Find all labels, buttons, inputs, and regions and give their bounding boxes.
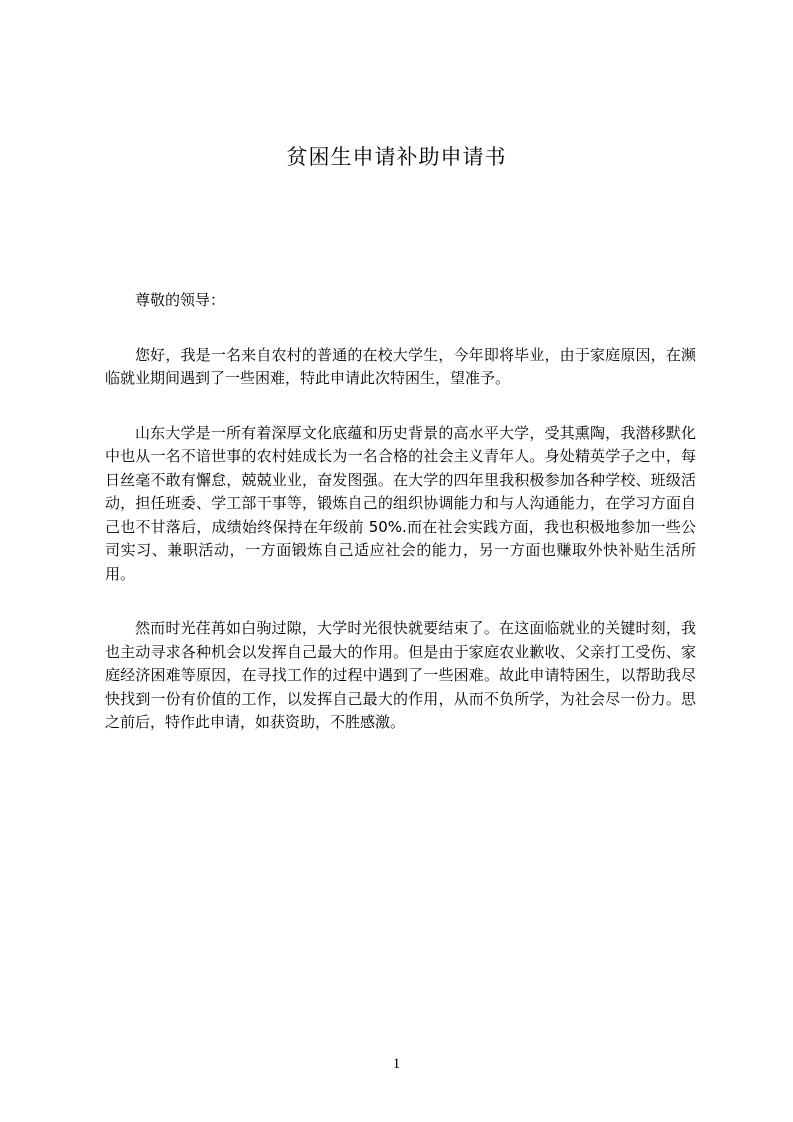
page-number: 1 — [392, 1056, 401, 1072]
paragraph-request: 然而时光荏苒如白驹过隙，大学时光很快就要结束了。在这面临就业的关键时刻，我也主动寻求各种机会以发挥自己最大的作用。但是由于家庭农业歉收、父亲打工受伤、家庭经济困难等原因，在寻找工作的过程中遇到了一些困难。故此申请特困生，以帮助我尽快找到一份有价值的工作，以发挥自己最大的作用，从而不负所学，为社会尽一份力。思之前后，特作此申请，如获资助，不胜感激。 — [105, 619, 696, 731]
document-title: 贫困生申请补助申请书 — [286, 145, 507, 169]
paragraph-greeting: 您好，我是一名来自农村的普通的在校大学生，今年即将毕业，由于家庭原因，在濒临就业期间遇到了一些困难，特此申请此次特困生，望准予。 — [105, 345, 696, 387]
salutation: 尊敬的领导： — [135, 291, 226, 309]
letter-body — [105, 289, 696, 735]
paragraph-university: 山东大学是一所有着深厚文化底蕴和历史背景的高水平大学，受其熏陶，我潜移默化中也从一名不谙世事的农村娃成长为一名合格的社会主义青年人。身处精英学子之中，每日丝毫不敢有懈怠，兢兢业业，奋发图强。在大学的四年里我积极参加各种学校、班级活动，担任班委、学工部干事等，锻炼自己的组织协调能力和与人沟通能力，在学习方面自己也不甘落后，成绩始终保持在年级前 50%.而在社会实践方面，我也积极地参加一些公司实习、兼职活动，一方面锻炼自己适应社会的能力，另一方面也赚取外快补贴生活所用。 — [105, 423, 696, 583]
